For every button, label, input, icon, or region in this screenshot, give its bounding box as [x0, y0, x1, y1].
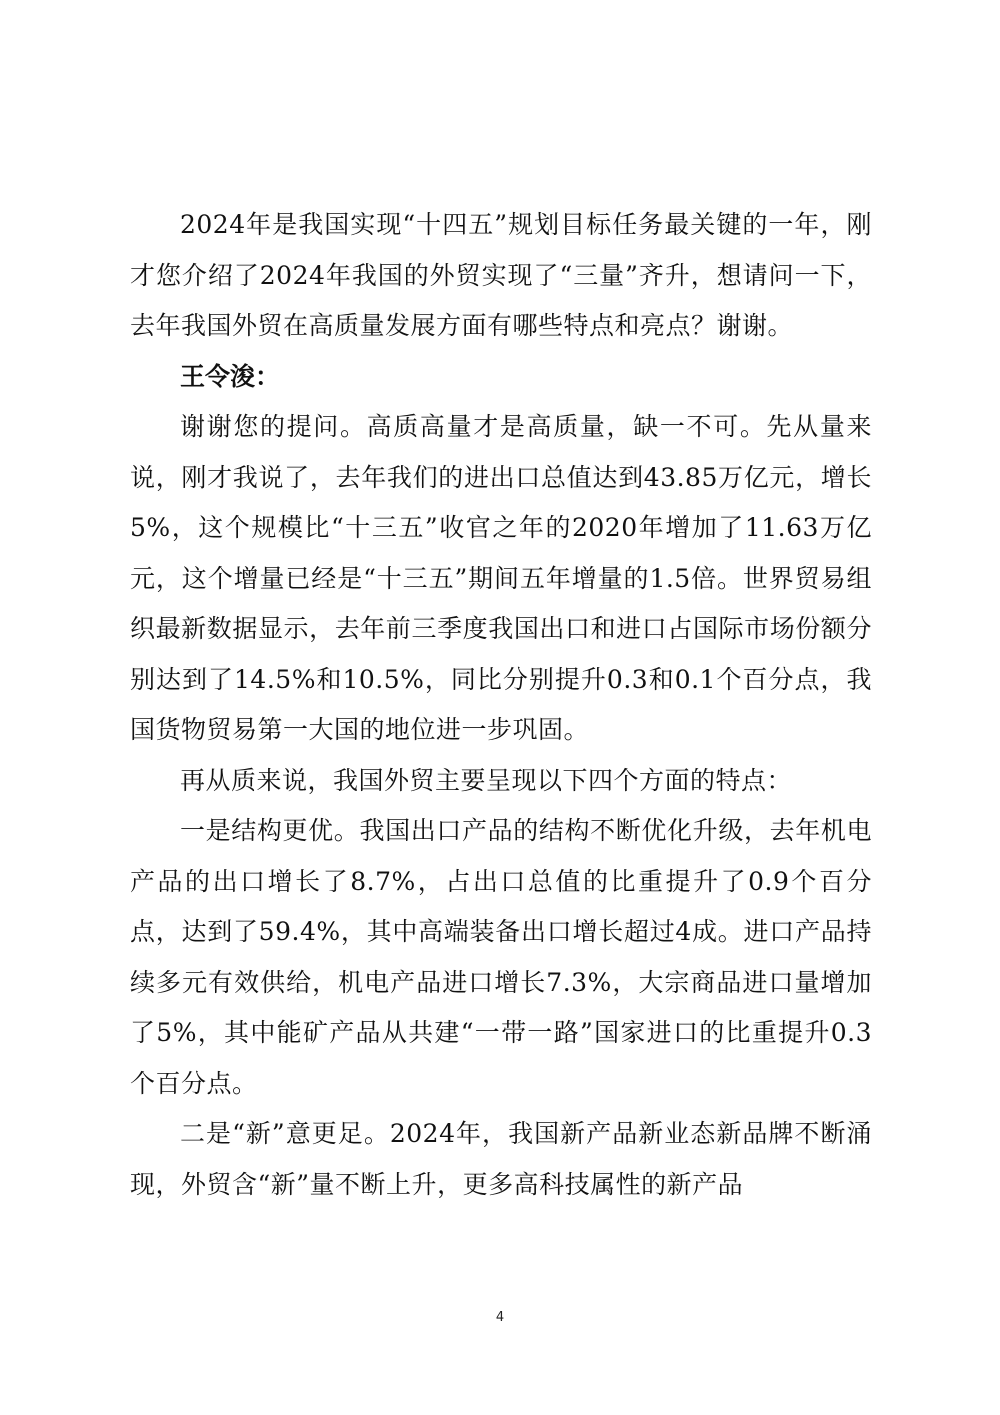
speaker-name: 王令浚：	[180, 361, 281, 391]
paragraph-answer-quality-intro: 再从质来说，我国外贸主要呈现以下四个方面的特点：	[180, 765, 793, 795]
paragraph-answer-scale: 谢谢您的提问。高质高量才是高质量，缺一不可。先从量来说，刚才我说了，去年我们的进出口总值达到43.85万亿元，增长5%，这个规模比“十三五”收官之年的2020年增加了11.63万亿元，这个增量已经是“十三五”期间五年增量的1.5倍。世界贸易组织最新数据显示，去年前三季度我国出口和进口占国际市场份额分别达到了14.5%和10.5%，同比分别提升0.3和0.1个百分点，我国货物贸易第一大国的地位进一步巩固。	[130, 412, 872, 744]
paragraph-answer-innovation: 二是“新”意更足。2024年，我国新产品新业态新品牌不断涌现，外贸含“新”量不断上升，更多高科技属性的新产品	[130, 1119, 872, 1199]
page-number: 4	[495, 1310, 505, 1325]
paragraph-answer-structure: 一是结构更优。我国出口产品的结构不断优化升级，去年机电产品的出口增长了8.7%，占出口总值的比重提升了0.9个百分点，达到了59.4%，其中高端装备出口增长超过4成。进口产品持续多元有效供给，机电产品进口增长7.3%，大宗商品进口量增加了5%，其中能矿产品从共建“一带一路”国家进口的比重提升0.3个百分点。	[130, 816, 872, 1098]
paragraph-question: 2024年是我国实现“十四五”规划目标任务最关键的一年，刚才您介绍了2024年我国的外贸实现了“三量”齐升，想请问一下，去年我国外贸在高质量发展方面有哪些特点和亮点？谢谢。	[130, 210, 872, 340]
document-body	[130, 200, 872, 1210]
